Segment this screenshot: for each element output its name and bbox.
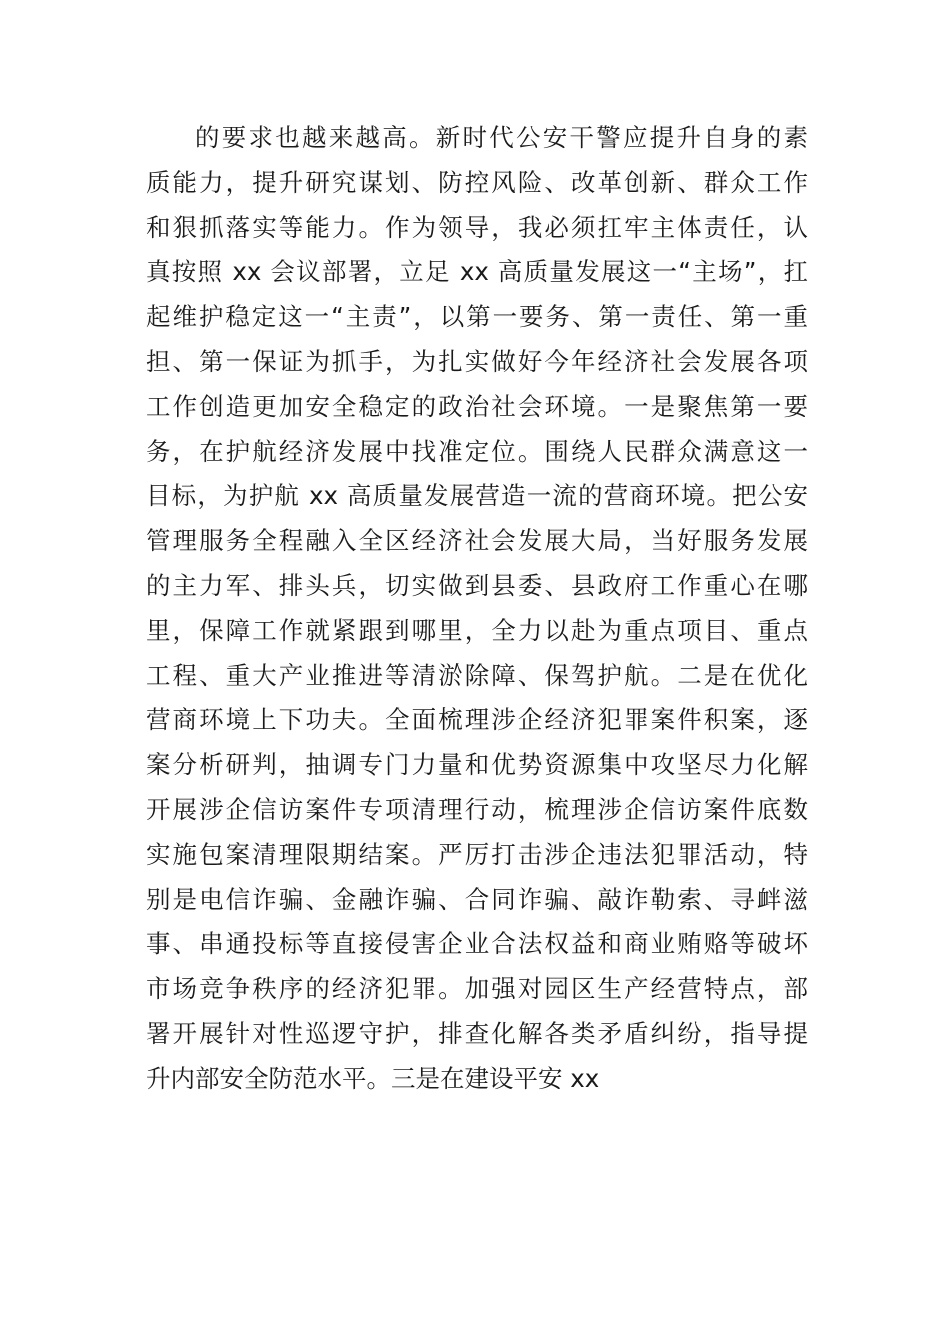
text-line: 实施包案清理限期结案。严厉打击涉企违法犯罪活动，特	[146, 839, 808, 869]
body-paragraph	[146, 116, 808, 1102]
text-line: 和狠抓落实等能力。作为领导，我必须扛牢主体责任，认	[146, 212, 808, 242]
text-line: 别是电信诈骗、金融诈骗、合同诈骗、敲诈勒索、寻衅滋	[146, 884, 808, 914]
text-line: 工程、重大产业推进等清淤除障、保驾护航。二是在优化	[146, 660, 808, 690]
text-line: 营商环境上下功夫。全面梳理涉企经济犯罪案件积案，逐	[146, 705, 808, 735]
text-line: 务，在护航经济发展中找准定位。围绕人民群众满意这一	[146, 436, 808, 466]
text-line: 担、第一保证为抓手，为扎实做好今年经济社会发展各项	[146, 346, 808, 376]
text-line: 里，保障工作就紧跟到哪里，全力以赴为重点项目、重点	[146, 615, 808, 645]
text-line: 真按照 xx 会议部署，立足 xx 高质量发展这一“主场”，扛	[146, 257, 808, 287]
text-line: 事、串通投标等直接侵害企业合法权益和商业贿赂等破坏	[146, 929, 808, 959]
text-line: 的要求也越来越高。新时代公安干警应提升自身的素	[195, 123, 808, 152]
text-line: 开展涉企信访案件专项清理行动，梳理涉企信访案件底数	[146, 794, 808, 824]
text-line: 市场竞争秩序的经济犯罪。加强对园区生产经营特点，部	[146, 974, 808, 1004]
text-line: 的主力军、排头兵，切实做到县委、县政府工作重心在哪	[146, 570, 808, 600]
text-line: 质能力，提升研究谋划、防控风险、改革创新、群众工作	[146, 167, 808, 197]
text-line: 目标，为护航 xx 高质量发展营造一流的营商环境。把公安	[146, 481, 808, 511]
text-line: 工作创造更加安全稳定的政治社会环境。一是聚焦第一要	[146, 391, 808, 421]
text-line: 署开展针对性巡逻守护，排查化解各类矛盾纠纷，指导提	[146, 1018, 808, 1048]
text-line: 案分析研判，抽调专门力量和优势资源集中攻坚尽力化解	[146, 750, 808, 780]
text-line: 升内部安全防范水平。三是在建设平安 xx	[146, 1063, 600, 1093]
text-line: 管理服务全程融入全区经济社会发展大局，当好服务发展	[146, 526, 808, 556]
text-line: 起维护稳定这一“主责”，以第一要务、第一责任、第一重	[146, 302, 808, 332]
